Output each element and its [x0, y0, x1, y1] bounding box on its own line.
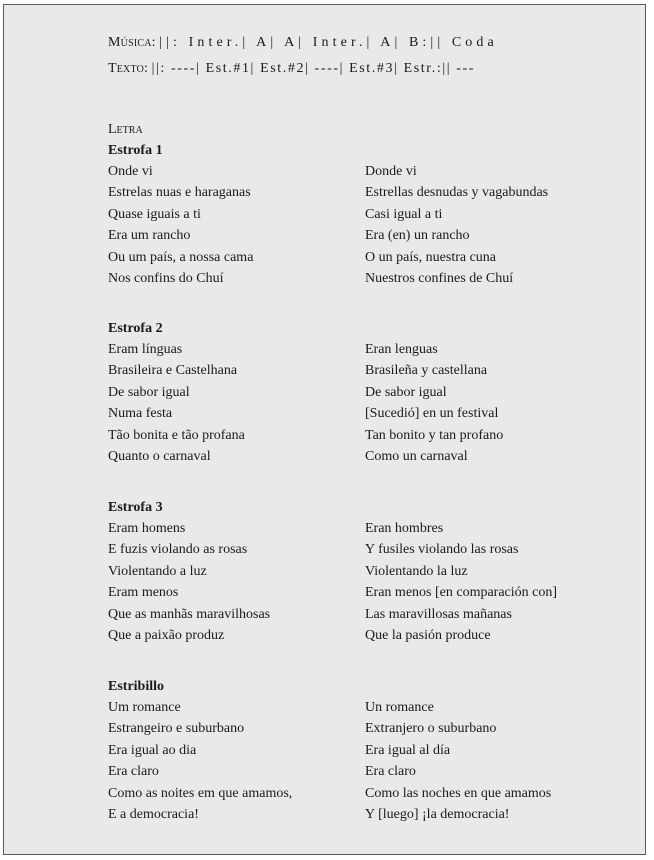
lyric-line-es: Eran menos [en comparación con] [365, 585, 558, 601]
lyric-line-pt: Quanto o carnaval [108, 448, 211, 464]
lyric-line-pt: Era um rancho [108, 228, 191, 244]
lyric-line-pt: Era claro [108, 764, 159, 780]
lyric-line-es: Nuestros confines de Chuí [365, 270, 514, 286]
stanza-title: Estribillo [108, 679, 165, 694]
spanish-column [365, 161, 622, 289]
lyric-line-pt: Que a paixão produz [108, 627, 225, 643]
stanza-estrofa-1 [108, 141, 628, 289]
lyric-line-es: Y [luego] ¡la democracia! [365, 806, 510, 822]
spanish-column [365, 518, 622, 646]
lyric-line-es: De sabor igual [365, 384, 447, 400]
music-sequence: ||: Inter.| A| A| Inter.| A| B:|| Coda [159, 35, 498, 50]
lyric-line-pt: Nos confins do Chuí [108, 270, 224, 286]
portuguese-column [108, 518, 365, 646]
lyric-line-es: Que la pasión produce [365, 627, 491, 643]
lyric-line-es: Era igual al día [365, 742, 451, 758]
lyric-line-es: Casi igual a ti [365, 206, 443, 222]
text-structure-row [108, 61, 475, 77]
lyric-line-es: Brasileña y castellana [365, 363, 488, 379]
lyric-line-es: Extranjero o suburbano [365, 721, 497, 737]
lyric-line-es: Estrellas desnudas y vagabundas [365, 185, 549, 201]
lyric-line-pt: Brasileira e Castelhana [108, 363, 238, 379]
portuguese-column [108, 339, 365, 467]
lyric-line-pt: Um romance [108, 700, 181, 715]
lyric-line-pt: Onde vi [108, 164, 153, 179]
lyric-line-es: Las maravillosas mañanas [365, 606, 512, 622]
lyric-line-pt: Violentando a luz [108, 563, 207, 579]
lyric-line-pt: Que as manhãs maravilhosas [108, 606, 271, 622]
lyric-line-es: Eran lenguas [365, 342, 438, 357]
lyric-line-pt: Eram homens [108, 521, 186, 536]
spanish-column [365, 697, 622, 825]
lyric-line-pt: Quase iguais a ti [108, 206, 201, 222]
lyric-line-pt: Era igual ao dia [108, 742, 197, 758]
lyric-line-es: Donde vi [365, 164, 417, 179]
lyric-line-pt: Eram línguas [108, 342, 183, 357]
text-label: Texto: [108, 61, 149, 76]
lyrics-page [3, 4, 646, 855]
stanza-title: Estrofa 1 [108, 143, 163, 158]
stanza-estrofa-2 [108, 319, 628, 467]
lyric-line-pt: De sabor igual [108, 384, 190, 400]
lyric-line-es: [Sucedió] en un festival [365, 406, 499, 422]
spanish-column [365, 339, 622, 467]
lyric-line-es: Como un carnaval [365, 448, 468, 464]
lyric-line-es: Como las noches en que amamos [365, 785, 552, 801]
music-structure-row [108, 35, 498, 51]
music-label: Música: [108, 35, 156, 50]
lyric-line-pt: E a democracia! [108, 806, 199, 822]
portuguese-column [108, 697, 365, 825]
lyric-line-pt: E fuzis violando as rosas [108, 542, 248, 558]
lyric-line-es: Violentando la luz [365, 563, 468, 579]
lyric-line-es: O un país, nuestra cuna [365, 249, 497, 265]
stanza-title: Estrofa 2 [108, 321, 163, 336]
lyric-line-es: Eran hombres [365, 521, 444, 536]
stanza-title: Estrofa 3 [108, 500, 163, 515]
lyric-line-es: Tan bonito y tan profano [365, 427, 504, 443]
lyric-line-pt: Tão bonita e tão profana [108, 427, 245, 443]
lyric-line-pt: Estrangeiro e suburbano [108, 721, 245, 737]
lyric-line-pt: Como as noites em que amamos, [108, 785, 293, 801]
lyric-line-es: Y fusiles violando las rosas [365, 542, 519, 558]
lyric-line-pt: Estrelas nuas e haraganas [108, 185, 251, 201]
portuguese-column [108, 161, 365, 289]
lyric-line-pt: Ou um país, a nossa cama [108, 249, 254, 265]
lyric-line-pt: Numa festa [108, 406, 173, 422]
lyric-line-pt: Eram menos [108, 585, 179, 601]
lyric-line-es: Era claro [365, 764, 416, 780]
stanza-estribillo [108, 677, 628, 825]
letra-heading: Letra [108, 122, 143, 137]
stanza-estrofa-3 [108, 498, 628, 646]
lyric-line-es: Era (en) un rancho [365, 228, 470, 244]
text-sequence: ||: ----| Est.#1| Est.#2| ----| Est.#3| Estr.:|| --- [151, 61, 476, 76]
lyric-line-es: Un romance [365, 700, 434, 715]
